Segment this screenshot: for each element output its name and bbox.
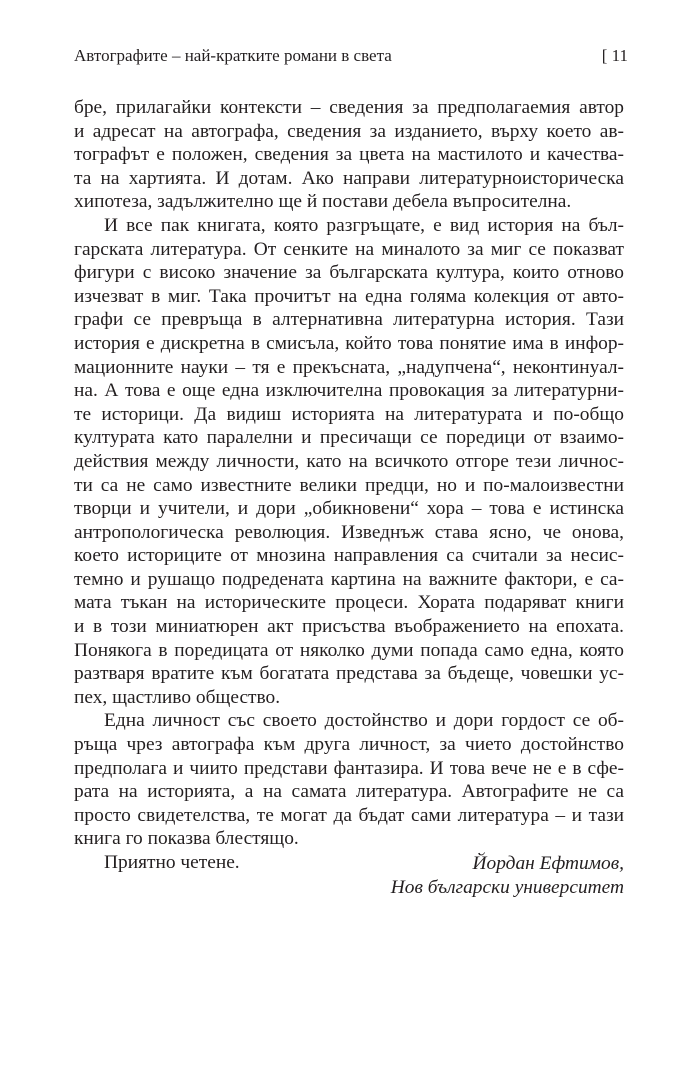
text-line: ръща чрез автографа към друга личност, за чието достойнство (74, 734, 624, 756)
text-line: Приятно четене. (104, 852, 240, 873)
text-line: бре, прилагайки контексти – сведения за предполагаемия автор (74, 97, 624, 118)
text-line: мационните науки – тя е прекъсната, „надупчена“, неконтинуал- (74, 356, 624, 378)
page-number: [ 11 (601, 46, 628, 65)
body-text (74, 96, 624, 875)
text-line: предполага и чиито представи фантазира. И това вече не е в сфе- (74, 757, 624, 779)
text-line: просто свидетелства, те могат да бъдат сами литература – и тази (74, 804, 624, 826)
text-line: темно и рушащо подредената картина на важните фактори, е са- (74, 568, 624, 590)
text-line: та на хартията. И дотам. Ако направи литературноисторическа (74, 167, 624, 189)
text-line: пех, щастливо общество. (74, 686, 281, 708)
author-affiliation: Нов български университет (390, 877, 624, 898)
text-line: история е дискретна в смисъла, който това понятие има в инфор- (74, 332, 624, 354)
text-line: изчезват в миг. Така прочитът на една голяма колекция от авто- (74, 285, 624, 307)
text-line: ти са не само известните велики предци, но и по-малоизвестни (74, 474, 624, 496)
text-line: антропологическа революция. Изведнъж става ясно, че онова, (74, 521, 624, 543)
text-line: културата като паралелни и пресичащи се поредици от взаимо- (74, 427, 624, 449)
text-line: мата тъкан на историческите процеси. Хората подаряват книги (74, 592, 624, 614)
page-header (74, 46, 628, 70)
text-line: те историци. Да видиш историята на литературата и по-общо (74, 403, 624, 425)
text-line: и в този миниатюрен акт присъства въображението на епохата. (74, 616, 624, 638)
text-line: творци и учители, и дори „обикновени“ хора – това е истинска (74, 498, 624, 520)
text-line: което историците от мнозина направления са считали за несис- (74, 545, 624, 567)
text-line: разтваря вратите към богатата представа за бъдеще, човешки ус- (74, 663, 624, 685)
text-line: рата на историята, а на самата литература. Автографите не са (74, 781, 624, 803)
text-line: действия между личности, като на всичкото отгоре тези личнос- (74, 450, 624, 472)
text-line: хипотеза, задължително ще й постави дебела въпросителна. (74, 191, 572, 213)
text-line: тографът е положен, сведения за цвета на мастилото и качества- (74, 144, 624, 166)
text-line: И все пак книгата, която разгръщате, е вид история на бъл- (104, 214, 624, 236)
text-line: и адресат на автографа, сведения за изданието, върху което ав- (74, 120, 624, 142)
text-line: на. А това е още една изключителна провокация за литературни- (74, 380, 624, 402)
running-title: Автографите – най-кратките романи в света (74, 46, 392, 65)
text-line: книга го показва блестящо. (74, 828, 299, 850)
text-line: Понякога в поредицата от няколко думи попада само една, която (74, 639, 624, 661)
text-line: Една личност със своето достойнство и дори гордост се об- (104, 710, 624, 732)
text-line: гарската литература. От сенките на миналото за миг се показват (74, 238, 624, 260)
author-name: Йордан Ефтимов, (472, 853, 624, 874)
text-line: фигури с високо значение за българската култура, които отново (74, 262, 624, 284)
signature-block (391, 852, 624, 900)
text-line: графи се превръща в алтернативна литературна история. Тази (74, 309, 624, 331)
